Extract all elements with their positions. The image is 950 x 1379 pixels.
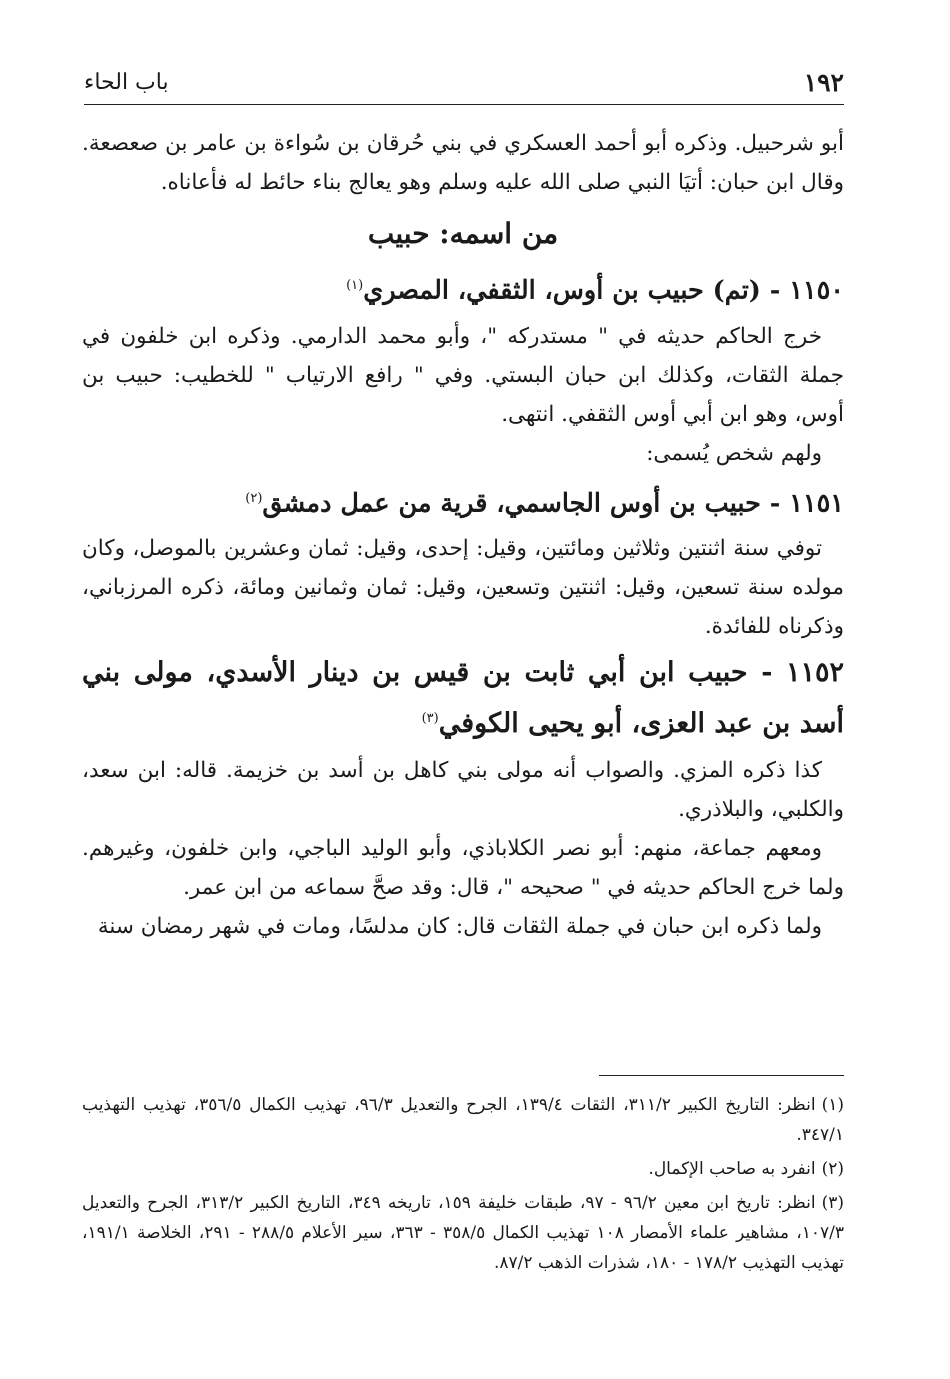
page-number: ١٩٢ <box>803 68 844 97</box>
footnote-text: انفرد به صاحب الإكمال. <box>648 1159 816 1179</box>
entry-paragraph: ولهم شخص يُسمى: <box>646 440 822 466</box>
entry-title: ١١٥٢ - حبيب ابن أبي ثابت بن قيس بن دينار الأسدي، مولى بني أسد بن عبد العزى، أبو يحيى الكوفي <box>82 657 844 739</box>
entry-title: ١١٥٠ - (تم) حبيب بن أوس، الثقفي، المصري <box>363 275 844 306</box>
footnote-text: انظر: التاريخ الكبير ٣١١/٢، الثقات ١٣٩/٤، الجرح والتعديل ٩٦/٣، تهذيب الكمال ٣٥٦/٥، تهذيب التهذيب ٣٤٧/١. <box>82 1095 844 1145</box>
entry-paragraph: كذا ذكره المزي. والصواب أنه مولى بني كاهل بن أسد بن خزيمة. قاله: ابن سعد، والكلبي، والبلاذري. <box>82 758 844 822</box>
footnote-number: (٣) <box>821 1193 845 1213</box>
footnote-number: (١) <box>821 1095 844 1115</box>
footnote <box>82 1188 844 1278</box>
footnote-ref[interactable]: (٣) <box>421 711 439 726</box>
page-header <box>84 62 844 105</box>
running-title: باب الحاء <box>84 70 169 95</box>
entry-heading <box>82 264 844 313</box>
entry-title: ١١٥١ - حبيب بن أوس الجاسمي، قرية من عمل دمشق <box>262 488 844 518</box>
entry-paragraph: خرج الحاكم حديثه في " مستدركه "، وأبو محمد الدارمي. وذكره ابن خلفون في جملة الثقات، وكذلك ابن حبان البستي. وفي " رافع الارتياب " للخطيب: حبيب بن أوس، وهو ابن أبي أوس الثقفي. انتهى. <box>82 323 844 427</box>
footnote <box>82 1090 844 1150</box>
footnote-divider <box>599 1075 844 1076</box>
section-heading: من اسمه: حبيب <box>367 217 559 250</box>
entry-paragraph: توفي سنة اثنتين وثلاثين ومائتين، وقيل: إحدى، وقيل: ثمان وعشرين بالموصل، وكان مولده سنة تسعين، وقيل: اثنتين وتسعين، وقيل: ثمان وثمانين ومائة، ذكره المرزباني، وذكرناه للفائدة. <box>82 536 844 639</box>
footnote-ref[interactable]: (٢) <box>245 490 263 506</box>
footnotes <box>82 1090 844 1282</box>
footnote-text: انظر: تاريخ ابن معين ٩٦/٢ - ٩٧، طبقات خليفة ١٥٩، تاريخه ٣٤٩، التاريخ الكبير ٣١٣/٢، الجرح والتعديل ١٠٧/٣، مشاهير علماء الأمصار ١٠٨ تهذيب الكمال ٣٥٨/٥ - ٣٦٣، سير الأعلام ٢٨٨/٥ - ٢٩١، الخلاصة ١٩١/١، تهذيب التهذيب ١٧٨/٢ - ١٨٠، شذرات الذهب ٨٧/٢. <box>82 1193 844 1273</box>
entry-paragraph: ولما ذكره ابن حبان في جملة الثقات قال: كان مدلسًا، ومات في شهر رمضان سنة <box>97 914 822 939</box>
main-text <box>82 124 844 946</box>
footnote <box>82 1154 844 1184</box>
entry-heading <box>82 650 844 747</box>
footnote-number: (٢) <box>821 1159 844 1179</box>
entry-heading <box>82 477 844 526</box>
entry-paragraph: ومعهم جماعة، منهم: أبو نصر الكلاباذي، وأبو الوليد الباجي، وابن خلفون، وغيرهم. ولما خرج الحاكم حديثه في " صحيحه "، قال: وقد صحَّ سماعه من ابن عمر. <box>82 836 844 900</box>
intro-paragraph: أبو شرحبيل. وذكره أبو أحمد العسكري في بني حُرقان بن سُواءة بن عامر بن صعصعة. وقال ابن حبان: أتيَا النبي صلى الله عليه وسلم وهو يعالج بناء حائط له فأعاناه. <box>82 131 844 195</box>
footnote-ref[interactable]: (١) <box>346 278 364 293</box>
